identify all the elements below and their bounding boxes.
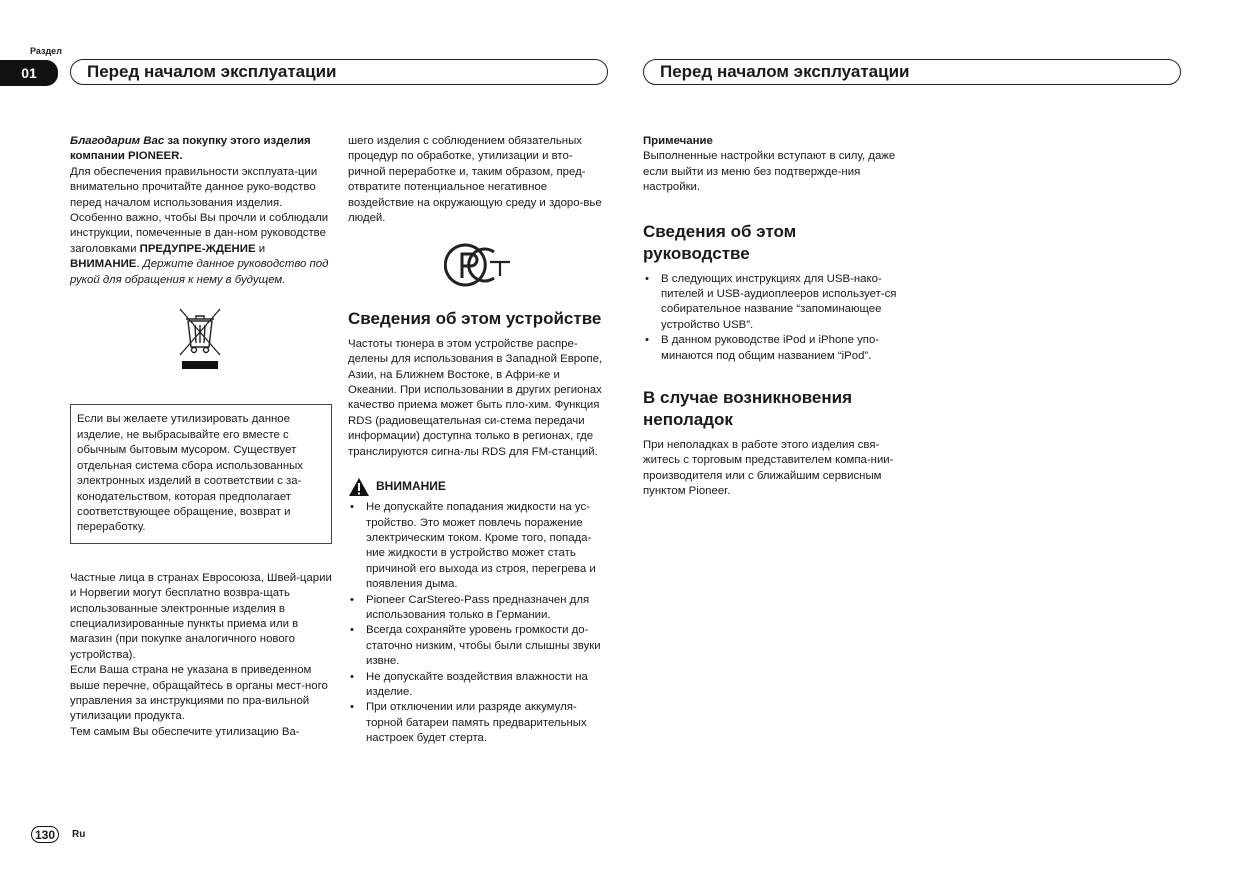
right-page-title: Перед началом эксплуатации	[643, 59, 1181, 85]
caution-item: • Не допускайте попадания жидкости на ус-тройство. Это может повлечь поражение электрическим током. Кроме того, попада-ние жидкости в устройство может стать причиной его выхода из строя, перегрева и появления дыма.	[348, 500, 610, 592]
other-country-paragraph: Если Ваша страна не указана в приведенном выше перечне, обращайтесь в органы мест-ного управления за инструкциями по пра-вильной утилизации продукта.	[70, 664, 328, 723]
caution-heading	[348, 477, 610, 497]
section-label: Раздел	[30, 46, 62, 56]
trouble-section-text: При неполадках в работе этого изделия свя-житесь с торговым представителем компа-нии-производителя или с ближайшим сервисным пунктом Pioneer.	[643, 439, 894, 498]
caution-item: • Не допускайте воздействия влажности на изделие.	[348, 670, 610, 701]
keep-manual-text: Держите данное руководство под рукой для обращения к нему в будущем.	[70, 258, 329, 286]
crossed-out-wheelie-bin-icon	[176, 307, 224, 371]
warning-term: ПРЕДУПРЕ-ЖДЕНИЕ	[139, 242, 256, 255]
recycling-continuation: шего изделия с соблюдением обязательных процедур по обработке, утилизации и вто-ричной переработке и, таким образом, пред-отвратите потенциальное негативное воздействие на окружающую среду и здоро-вье людей.	[348, 135, 602, 225]
page-number: 130	[31, 826, 59, 843]
manual-list	[643, 272, 905, 364]
trouble-section-title: В случае возникновения неполадок	[643, 388, 853, 430]
caution-title: ВНИМАНИЕ	[376, 479, 446, 494]
device-section-title: Сведения об этом устройстве	[348, 308, 602, 328]
recycling-paragraph: Тем самым Вы обеспечите утилизацию Ва-	[70, 725, 300, 738]
instructions-paragraph	[70, 165, 332, 288]
caution-term: ВНИМАНИЕ	[70, 258, 137, 271]
language-code: Ru	[72, 829, 86, 840]
manual-item: • В данном руководстве iPod и iPhone упо-минаются под общим названием “iPod”.	[643, 333, 905, 364]
device-section-text: Частоты тюнера в этом устройстве распре-делены для использования в Западной Европе, Азии, на Ближнем Востоке, в Афри-ке и Океании. При использовании в других регионах качество приема может быть пло-хим. Функция RDS (радиовещательная си-стема передачи информации) доступна только в регионах, где транслируются сигна-лы RDS для FM-станций.	[348, 337, 603, 458]
intro-paragraph	[70, 134, 332, 165]
column-1	[70, 134, 332, 740]
caution-item: • При отключении или разряде аккумуля-торной батареи память предварительных настроек будет стерта.	[348, 700, 610, 746]
warning-triangle-icon	[348, 477, 370, 497]
disposal-notice-box: Если вы желаете утилизировать данное изделие, не выбрасывайте его вместе с обычным бытовым мусором. Существует отдельная система сбора использованных электронных изделий в соответствии с за-конодательством, которая предполагает соответствующее обращение, возврат и переработку.	[70, 404, 332, 543]
manual-item: • В следующих инструкциях для USB-нако-пителей и USB-аудиоплееров использует-ся собирательное название “запоминающее устройство USB”.	[643, 272, 905, 334]
certification-mark	[444, 240, 514, 295]
dot-text: .	[136, 258, 143, 271]
caution-item: • Всегда сохраняйте уровень громкости до-статочно низким, чтобы были слышны звуки извне.	[348, 623, 610, 669]
and-text: и	[255, 242, 266, 255]
column-2	[348, 134, 610, 747]
left-page-title: Перед началом эксплуатации	[70, 59, 608, 85]
pct-certification-mark-icon	[444, 240, 514, 290]
instructions-text: Для обеспечения правильности эксплуата-ции внимательно прочитайте данное руко-водство перед началом использования изделия. Особенно важно, чтобы Вы прочли и соблюдали инструкции, помеченные в дан-ном руководстве заголовками	[70, 165, 329, 255]
manual-section-title: Сведения об этом руководстве	[643, 221, 797, 263]
intro-thanks: Благодарим Вас	[70, 135, 165, 147]
caution-list	[348, 500, 610, 747]
note-text: Выполненные настройки вступают в силу, даже если выйти из меню без подтвержде-ния настройки.	[643, 150, 896, 194]
intro-purchase: за покупку этого изделия компании PIONEER.	[70, 135, 311, 163]
recycle-symbol	[176, 307, 224, 376]
caution-item: • Pioneer CarStereo-Pass предназначен для использования только в Германии.	[348, 593, 610, 624]
eu-return-paragraph: Частные лица в странах Евросоюза, Швей-царии и Норвегии могут бесплатно возвра-щать использованные электронные изделия в специализированные пункты приема или в магазин (при покупке аналогичного нового устройства).	[70, 571, 332, 661]
note-label: Примечание	[643, 135, 713, 147]
section-number: 01	[0, 60, 58, 86]
column-3	[643, 134, 905, 500]
